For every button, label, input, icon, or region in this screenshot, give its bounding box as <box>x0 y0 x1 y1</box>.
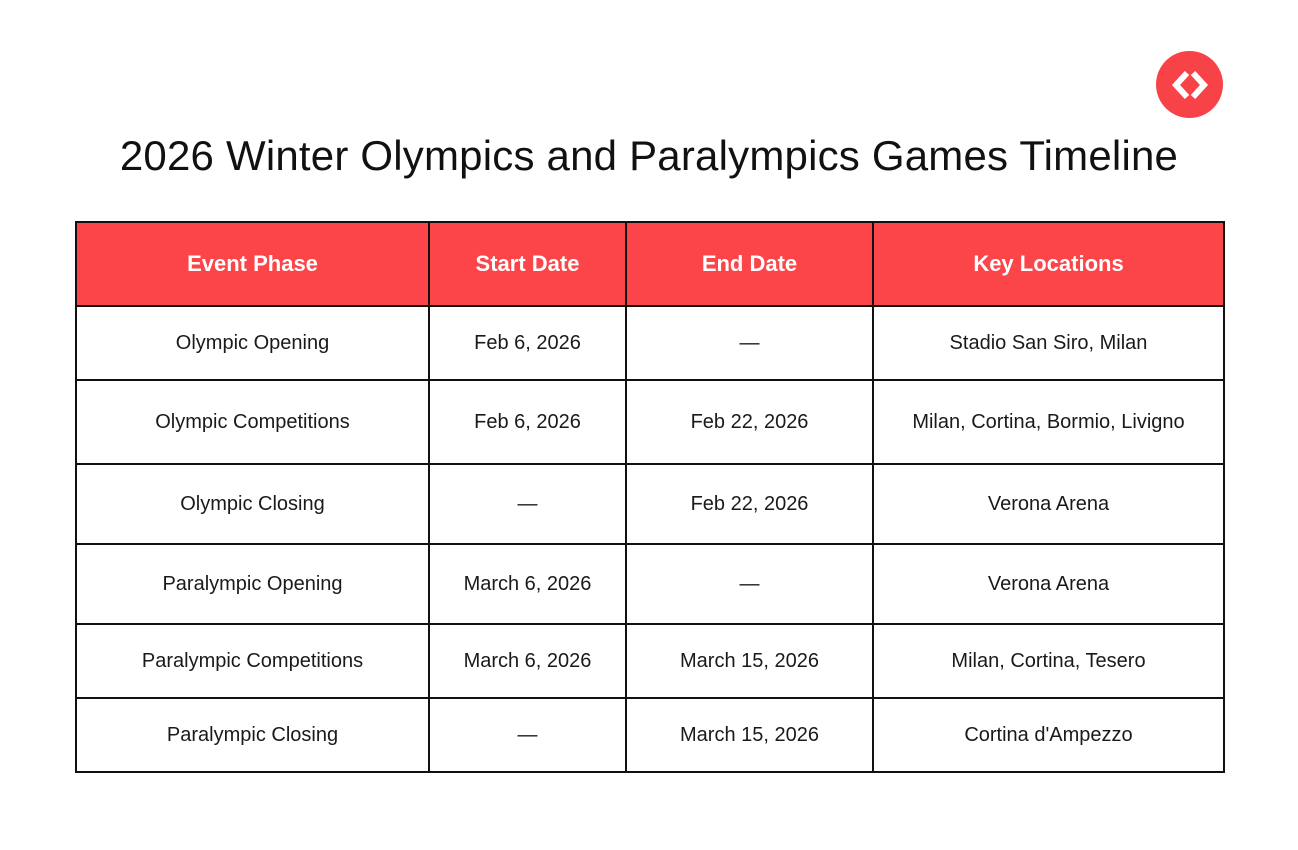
cell-end-date: March 15, 2026 <box>626 624 873 698</box>
cell-start-date: March 6, 2026 <box>429 624 626 698</box>
cell-key-locations: Cortina d'Ampezzo <box>873 698 1224 772</box>
cell-key-locations: Milan, Cortina, Bormio, Livigno <box>873 380 1224 464</box>
table-row <box>76 380 1224 464</box>
cell-event-phase: Paralympic Closing <box>76 698 429 772</box>
cell-event-phase: Olympic Opening <box>76 306 429 380</box>
cell-event-phase: Olympic Competitions <box>76 380 429 464</box>
cell-key-locations: Verona Arena <box>873 464 1224 544</box>
timeline-table <box>75 221 1225 773</box>
table-row <box>76 698 1224 772</box>
cell-key-locations: Verona Arena <box>873 544 1224 624</box>
column-header-event-phase: Event Phase <box>76 222 429 306</box>
page-title: 2026 Winter Olympics and Paralympics Games Timeline <box>119 132 1179 179</box>
column-header-start-date: Start Date <box>429 222 626 306</box>
table-row <box>76 306 1224 380</box>
cell-start-date: Feb 6, 2026 <box>429 380 626 464</box>
cell-key-locations: Stadio San Siro, Milan <box>873 306 1224 380</box>
column-header-key-locations: Key Locations <box>873 222 1224 306</box>
brand-logo <box>1156 51 1223 118</box>
table-row <box>76 544 1224 624</box>
table-row <box>76 464 1224 544</box>
cell-event-phase: Paralympic Competitions <box>76 624 429 698</box>
cell-start-date: — <box>429 464 626 544</box>
cell-end-date: — <box>626 306 873 380</box>
cell-end-date: Feb 22, 2026 <box>626 380 873 464</box>
table-row <box>76 624 1224 698</box>
cell-key-locations: Milan, Cortina, Tesero <box>873 624 1224 698</box>
cell-event-phase: Paralympic Opening <box>76 544 429 624</box>
cell-event-phase: Olympic Closing <box>76 464 429 544</box>
table-header-row <box>76 222 1224 306</box>
code-brackets-icon <box>1170 65 1210 105</box>
cell-start-date: March 6, 2026 <box>429 544 626 624</box>
cell-end-date: Feb 22, 2026 <box>626 464 873 544</box>
timeline-table-container <box>75 221 1223 773</box>
column-header-end-date: End Date <box>626 222 873 306</box>
cell-start-date: — <box>429 698 626 772</box>
cell-end-date: — <box>626 544 873 624</box>
cell-start-date: Feb 6, 2026 <box>429 306 626 380</box>
cell-end-date: March 15, 2026 <box>626 698 873 772</box>
